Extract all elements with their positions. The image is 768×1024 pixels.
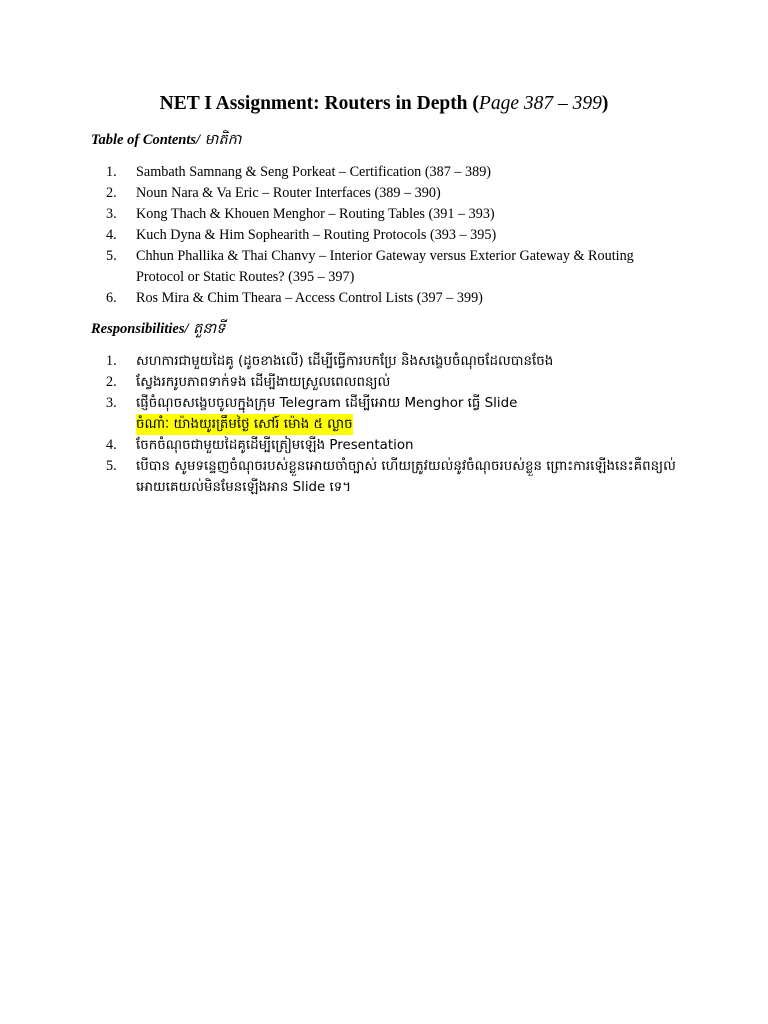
list-item bbox=[100, 183, 700, 204]
item-number: 5. bbox=[106, 458, 117, 474]
item-number: 2. bbox=[106, 185, 117, 201]
responsibilities-heading bbox=[91, 320, 225, 341]
list-item bbox=[100, 351, 700, 372]
document-title bbox=[0, 93, 768, 115]
list-item bbox=[100, 162, 700, 183]
item-text: បើបាន សូមទន្ទេញចំណុចរបស់ខ្លួនអោយចាំច្បាស់ ហើយត្រូវយល់នូវចំណុចរបស់ខ្លួន ព្រោះការឡើងនេះគឺពន្យល់អោយគេយល់មិនមែនឡើងអាន Slide ទេ។ bbox=[136, 459, 676, 495]
item-number: 5. bbox=[106, 248, 117, 264]
item-text: Chhun Phallika & Thai Chanvy – Interior Gateway versus Exterior Gateway & Routing Protocol or Static Routes? (395 – 397) bbox=[136, 248, 634, 285]
item-number: 6. bbox=[106, 290, 117, 306]
item-text: ស្វែងរករូបភាពទាក់ទង ដើម្បីងាយស្រួលពេលពន្យល់ bbox=[136, 375, 391, 390]
responsibilities-heading-khmer: តួនាទី bbox=[188, 321, 226, 337]
item-text: ផ្ញើចំណុចសង្ខេបចូលក្នុងក្រុម Telegram ដើម្បីអោយ Menghor ធ្វើ Slide bbox=[136, 396, 518, 411]
item-text: ចែកចំណុចជាមួយដៃគូដើម្បីត្រៀមឡើង Presentation bbox=[136, 438, 414, 453]
toc-heading-label: Table of Contents/ bbox=[91, 132, 201, 148]
responsibilities-list bbox=[100, 351, 700, 498]
item-number: 2. bbox=[106, 374, 117, 390]
item-text: Kong Thach & Khouen Menghor – Routing Tables (391 – 393) bbox=[136, 206, 495, 222]
item-number: 4. bbox=[106, 227, 117, 243]
title-close: ) bbox=[601, 93, 609, 114]
list-item bbox=[100, 225, 700, 246]
item-number: 4. bbox=[106, 437, 117, 453]
toc-list bbox=[100, 162, 700, 309]
item-text: Noun Nara & Va Eric – Router Interfaces (389 – 390) bbox=[136, 185, 441, 201]
deadline-note: ចំណាំៈ យ៉ាងយូរត្រឹមថ្ងៃ សៅរ៍ ម៉ោង ៥ ល្ងាច bbox=[136, 414, 353, 435]
list-item bbox=[100, 204, 700, 225]
list-item bbox=[100, 288, 700, 309]
item-text: Kuch Dyna & Him Sophearith – Routing Protocols (393 – 395) bbox=[136, 227, 497, 243]
item-text: សហការជាមួយដៃគូ (ដូចខាងលើ) ដើម្បីធ្វើការបកប្រែ និងសង្ខេបចំណុចដែលបានចែង bbox=[136, 354, 554, 369]
list-item bbox=[100, 372, 700, 393]
item-number: 1. bbox=[106, 164, 117, 180]
list-item bbox=[100, 246, 700, 288]
item-text: Ros Mira & Chim Theara – Access Control Lists (397 – 399) bbox=[136, 290, 483, 306]
item-number: 3. bbox=[106, 206, 117, 222]
item-number: 1. bbox=[106, 353, 117, 369]
title-main: NET I Assignment: Routers in Depth ( bbox=[159, 93, 479, 114]
toc-heading bbox=[91, 131, 241, 152]
item-text: Sambath Samnang & Seng Porkeat – Certification (387 – 389) bbox=[136, 164, 492, 180]
toc-heading-khmer: មាតិកា bbox=[200, 132, 242, 148]
item-number: 3. bbox=[106, 395, 117, 411]
list-item bbox=[100, 456, 700, 498]
title-pages: Page 387 – 399 bbox=[478, 93, 602, 114]
responsibilities-heading-label: Responsibilities/ bbox=[91, 321, 189, 337]
list-item bbox=[100, 435, 700, 456]
list-item bbox=[100, 393, 700, 435]
